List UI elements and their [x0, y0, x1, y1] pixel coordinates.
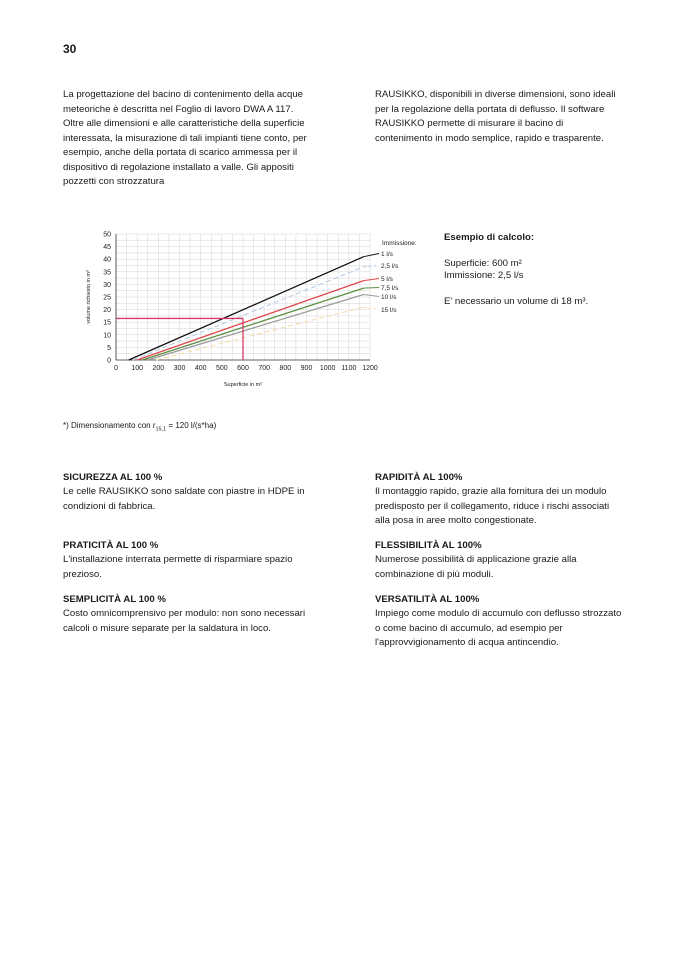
- y-tick-label: 45: [103, 244, 111, 252]
- x-tick-label: 700: [258, 365, 271, 372]
- series-label: 15 l/s: [381, 307, 397, 314]
- feature-title: FLESSIBILITÀ AL 100%: [375, 540, 482, 551]
- y-tick-label: 10: [103, 332, 111, 340]
- y-tick-label: 0: [107, 357, 111, 365]
- y-tick-label: 30: [103, 281, 111, 289]
- feature-rapidita: [375, 472, 625, 529]
- feature-text: Costo omnicomprensivo per modulo: non sono necessari calcoli o misure separate per la saldatura in loco.: [63, 608, 306, 634]
- x-axis-label: Superficie in m²: [223, 382, 263, 388]
- y-tick-label: 5: [107, 344, 111, 352]
- footnote-suffix: = 120 l/(s*ha): [166, 421, 217, 430]
- x-tick-label: 600: [237, 365, 249, 372]
- series-label: 2,5 l/s: [381, 263, 399, 270]
- page-number: 30: [63, 42, 77, 56]
- example-result: E' necessario un volume di 18 m³.: [444, 296, 589, 307]
- y-tick-label: 50: [103, 231, 111, 239]
- intro-left: La progettazione del bacino di contenimento della acque meteoriche è descritta nel Foglio di lavoro DWA A 117. Oltre alle dimensioni e alle caratteristiche della superficie interessata, la misurazione di tali impianti tiene conto, per esempio, anche della portata di scarico ammessa per il dispositivo di regolazione installato a valle. Gli appositi pozzetti con strozzatura: [63, 89, 307, 187]
- feature-title: VERSATILITÀ AL 100%: [375, 594, 480, 605]
- y-tick-label: 25: [103, 294, 111, 302]
- series-label: 10 l/s: [381, 294, 397, 301]
- x-tick-label: 200: [152, 365, 165, 372]
- feature-versatilita: [375, 594, 625, 651]
- feature-praticita: [63, 540, 313, 582]
- feature-text: L'installazione interrata permette di risparmiare spazio prezioso.: [63, 554, 293, 580]
- legend-title: Immissione:: [382, 240, 417, 247]
- feature-text: Numerose possibilità di applicazione grazie alla combinazione di più moduli.: [375, 554, 577, 580]
- legend-leader: [364, 307, 379, 309]
- intro-right: RAUSIKKO, disponibili in diverse dimensioni, sono ideali per la regolazione della portata di deflusso. Il software RAUSIKKO permette di misurare il bacino di contenimento in modo semplice, rapido e trasparente.: [375, 89, 616, 144]
- x-tick-label: 1100: [341, 365, 357, 372]
- series-label: 7,5 l/s: [381, 285, 399, 292]
- series-label: 5 l/s: [381, 276, 393, 283]
- footnote-sub: 15,1: [155, 426, 167, 433]
- feature-sicurezza: [63, 472, 313, 514]
- y-tick-label: 15: [103, 319, 111, 327]
- x-tick-label: 100: [131, 365, 144, 372]
- y-tick-label: 20: [103, 307, 111, 315]
- feature-semplicita: [63, 594, 313, 636]
- series-line: [129, 257, 364, 360]
- legend-leader: [364, 279, 379, 281]
- feature-title: SICUREZZA AL 100 %: [63, 472, 163, 483]
- y-tick-label: 40: [103, 256, 111, 264]
- x-tick-label: 500: [215, 365, 228, 372]
- series-line: [137, 281, 363, 360]
- y-tick-label: 35: [103, 269, 111, 277]
- x-tick-label: 900: [300, 365, 313, 372]
- x-tick-label: 1000: [319, 365, 336, 372]
- feature-title: SEMPLICITÀ AL 100 %: [63, 594, 166, 605]
- volume-chart: [72, 224, 442, 400]
- example-title: Esempio di calcolo:: [444, 232, 535, 243]
- x-tick-label: 1200: [362, 365, 378, 372]
- x-tick-label: 800: [279, 365, 292, 372]
- series-line: [142, 288, 363, 360]
- legend-leader: [364, 294, 379, 296]
- feature-title: PRATICITÀ AL 100 %: [63, 540, 159, 551]
- y-axis-label: volume richiesto in m³: [86, 270, 92, 324]
- series-line: [133, 267, 364, 360]
- footnote-prefix: *) Dimensionamento con r: [63, 421, 156, 430]
- legend-leader: [364, 288, 379, 289]
- feature-text: Il montaggio rapido, grazie alla fornitura dei un modulo predisposto per il collegamento, riduce i rischi associati alla posa in aree molto congestionate.: [375, 486, 610, 526]
- x-tick-label: 300: [173, 365, 186, 372]
- example-surface: Superficie: 600 m²: [444, 258, 522, 269]
- feature-title: RAPIDITÀ AL 100%: [375, 472, 463, 483]
- calculation-example: [444, 232, 644, 308]
- feature-text: Le celle RAUSIKKO sono saldate con piastre in HDPE in condizioni di fabbrica.: [63, 486, 305, 512]
- feature-text: Impiego come modulo di accumulo con deflusso strozzato o come bacino di accumulo, ad esempio per l'approvvigionamento di acqua antincendio.: [375, 608, 622, 648]
- chart-svg: [72, 224, 442, 400]
- example-emission: Immissione: 2,5 l/s: [444, 270, 524, 281]
- series-label: 1 l/s: [381, 251, 393, 258]
- x-tick-label: 400: [194, 365, 207, 372]
- legend-leader: [364, 254, 379, 257]
- feature-flessibilita: [375, 540, 625, 582]
- x-tick-label: 0: [114, 365, 118, 372]
- footnote: [63, 421, 216, 433]
